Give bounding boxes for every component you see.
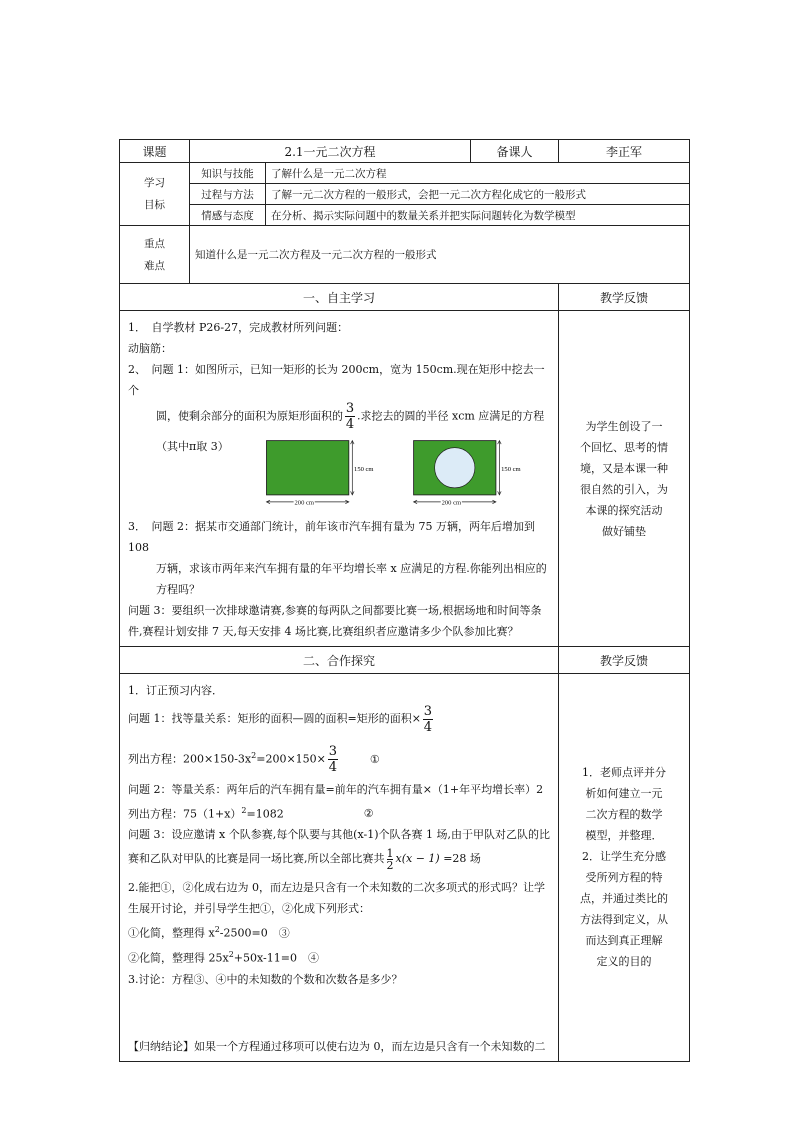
width-label: 200 cm	[441, 499, 462, 507]
feedback-line: 本课的探究活动	[585, 503, 663, 517]
s1-q3-line1: 问题 3：要组织一次排球邀请赛,参赛的每两队之间都要比赛一场,根据场地和时间等条	[128, 604, 542, 617]
objective-category: 过程与方法	[190, 184, 266, 205]
frac-numerator: 3	[423, 703, 433, 719]
objective-text: 了解什么是一元二次方程	[266, 163, 690, 184]
height-label: 150 cm	[354, 466, 374, 474]
s2-form4	[128, 944, 552, 969]
green-rectangle	[267, 441, 349, 495]
objective-category: 情感与态度	[190, 205, 266, 226]
eq1-mid: =200×150×	[256, 752, 326, 766]
s1-item2-pre: 圆，使剩余部分的面积为原矩形面积的	[156, 409, 343, 423]
s2-problem1	[128, 701, 552, 737]
eq2-pre: 列出方程：75（1+x）	[128, 807, 242, 821]
s1-item3-line1: 3． 问题 2：据某市交通部门统计，前年该市汽车拥有量为 75 万辆，两年后增加到 108	[128, 520, 535, 554]
feedback-line: 2．让学生充分感	[582, 850, 666, 864]
figure-row	[128, 434, 552, 512]
s2-item3: 3.讨论：方程③、④中的未知数的个数和次数各是多少？	[128, 972, 403, 986]
plain-rectangle-figure	[267, 441, 374, 507]
section2-title: 二、合作探究	[120, 647, 559, 674]
objectives-label-line2: 目标	[144, 199, 165, 211]
feedback-line: 境，又是本课一种	[580, 461, 668, 475]
feedback-line: 1．老师点评并分	[582, 766, 666, 780]
form4-pre: ②化简，整理得 25x	[128, 951, 229, 965]
rectangle-with-hole-figure	[414, 441, 521, 507]
feedback-line: 方法得到定义，从	[580, 913, 668, 927]
section2-feedback	[559, 674, 690, 1062]
feedback-line: 模型，并整理．	[585, 829, 663, 843]
topic-value: 2.1一元二次方程	[190, 140, 471, 163]
frac-denominator: 4	[345, 417, 355, 432]
three-quarters-fraction	[328, 744, 338, 775]
s1-item2-line2	[128, 401, 552, 432]
preparer-value: 李正军	[559, 140, 690, 163]
feedback-line: 析如何建立一元	[585, 787, 663, 801]
s2-problem3-line1: 问题 3：设应邀请 x 个队参赛,每个队要与其他(x-1)个队各赛 1 场,由于甲队对乙队的比	[128, 828, 550, 842]
form4-post: +50x-11=0 ④	[233, 951, 319, 965]
three-quarters-fraction	[423, 704, 433, 735]
eq2-exponent: 2	[241, 805, 247, 815]
feedback-line: 很自然的引入，为	[580, 482, 668, 496]
feedback-line: 受所列方程的特	[585, 871, 663, 885]
frac-denominator: 2	[386, 858, 394, 872]
keypoints-text: 知道什么是一元二次方程及一元二次方程的一般形式	[190, 226, 690, 284]
s2-item2-line2: 生展开讨论，并引导学生把①，②化成下列形式：	[128, 902, 370, 916]
s1-q3-line2: 件,赛程计划安排 7 天,每天安排 4 场比赛,比赛组织者应邀请多少个队参加比赛？	[128, 625, 519, 638]
width-label: 200 cm	[294, 499, 315, 507]
s1-item2-post: .求挖去的圆的半径 xcm 应满足的方程	[357, 409, 545, 423]
height-label: 150 cm	[501, 466, 521, 474]
header-row	[120, 140, 690, 163]
objective-row	[120, 184, 690, 205]
s2-item1: 1．订正预习内容．	[128, 684, 223, 697]
section1-body-row	[120, 311, 690, 647]
frac-denominator: 4	[423, 719, 433, 735]
eq2-number: ②	[363, 807, 374, 821]
p3-expression: x(x − 1)	[395, 852, 440, 866]
section1-feedback	[559, 311, 690, 647]
feedback-line: 定义的目的	[596, 955, 652, 969]
feedback-line: 做好铺垫	[602, 524, 646, 538]
section2-content	[120, 674, 559, 1062]
p3-post: =28 场	[439, 852, 481, 866]
eq1-pre: 列出方程：200×150-3x	[128, 752, 252, 766]
s1-item3-line2: 万辆，求该市两年来汽车拥有量的年平均增长率 x 应满足的方程.你能列出相应的	[156, 562, 547, 575]
three-quarters-fraction	[345, 401, 355, 432]
removed-circle	[435, 448, 475, 488]
feedback-line: 二次方程的数学	[585, 808, 663, 822]
feedback-line: 为学生创设了一	[585, 419, 663, 433]
form3-pre: ①化简，整理得 x	[128, 926, 215, 940]
keypoints-row	[120, 226, 690, 284]
rectangle-figures	[263, 434, 552, 512]
topic-label: 课题	[120, 140, 190, 163]
keypoints-label-line1: 重点	[144, 237, 165, 250]
section1-title: 一、自主学习	[120, 284, 559, 311]
form4-exponent: 2	[228, 949, 234, 959]
section1-title-row	[120, 284, 690, 311]
eq1-exponent: 2	[251, 751, 257, 760]
objectives-label	[120, 163, 190, 226]
eq2-post: =1082	[246, 807, 284, 821]
objective-row	[120, 205, 690, 226]
section1-content	[120, 311, 559, 647]
eq1-number: ①	[369, 752, 380, 766]
lesson-plan	[119, 139, 689, 1062]
frac-numerator: 1	[386, 846, 394, 860]
p3-pre: 赛和乙队对甲队的比赛是同一场比赛,所以全部比赛共	[128, 852, 385, 866]
keypoints-label-line2: 难点	[144, 259, 165, 272]
form3-post: -2500=0 ③	[219, 926, 290, 940]
form3-exponent: 2	[214, 925, 220, 935]
objective-text: 在分析、揭示实际问题中的数量关系并把实际问题转化为数学模型	[266, 205, 690, 226]
section2-title-row	[120, 647, 690, 674]
s2-equation2	[128, 800, 552, 825]
section2-feedback-title: 教学反馈	[559, 647, 690, 674]
feedback-line: 个回忆、思考的情	[580, 440, 668, 454]
keypoints-label	[120, 226, 190, 284]
s2-problem1-text: 问题 1：找等量关系：矩形的面积—圆的面积=矩形的面积×	[128, 712, 421, 725]
feedback-line: 而达到真正理解	[585, 934, 663, 948]
s2-form3	[128, 919, 552, 944]
section2-body-row	[120, 674, 690, 1062]
pi-note: （其中π取 3）	[156, 440, 229, 453]
lesson-plan-table	[119, 139, 690, 1062]
s1-item3-line3: 方程吗？	[156, 583, 200, 596]
feedback-line: 点，并通过类比的	[580, 892, 668, 906]
frac-numerator: 3	[328, 744, 338, 760]
s1-item1: 1． 自学教材 P26-27，完成教材所列问题：	[128, 321, 349, 334]
objective-text: 了解一元二次方程的一般形式，会把一元二次方程化成它的一般形式	[266, 184, 690, 205]
s1-item2-line1: 2、 问题 1：如图所示，已知一矩形的长为 200cm，宽为 150cm.现在矩形中挖去一个	[128, 363, 545, 397]
s2-conclusion: 【归纳结论】如果一个方程通过移项可以使右边为 0，而左边是只含有一个未知数的二	[128, 1039, 546, 1053]
s2-equation1	[128, 737, 552, 779]
s1-warmup: 动脑筋：	[128, 342, 172, 355]
one-half-fraction	[387, 848, 394, 871]
objective-category: 知识与技能	[190, 163, 266, 184]
objectives-label-line1: 学习	[144, 177, 165, 189]
frac-denominator: 4	[328, 760, 338, 776]
preparer-label: 备课人	[471, 140, 559, 163]
s2-problem3-line2	[128, 845, 552, 873]
s2-item2-line1: 2.能把①，②化成右边为 0，而左边是只含有一个未知数的二次多项式的形式吗？让学	[128, 881, 545, 895]
s2-problem2: 问题 2：等量关系：两年后的汽车拥有量=前年的汽车拥有量×（1+年平均增长率）2	[128, 782, 544, 796]
objective-row	[120, 163, 690, 184]
section1-feedback-title: 教学反馈	[559, 284, 690, 311]
frac-numerator: 3	[345, 401, 355, 416]
